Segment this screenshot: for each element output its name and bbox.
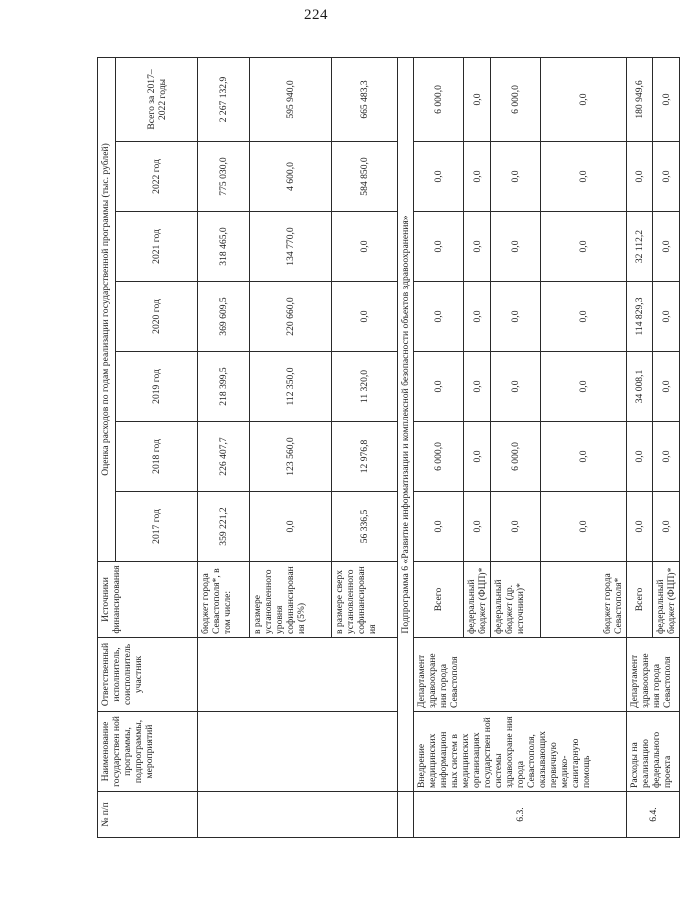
item-number: 6.3. <box>414 792 627 838</box>
value-cell: 0,0 <box>414 212 464 282</box>
subprogram-title: Подпрограмма 6 «Развитие информатизации и комплексной безопасности объектов здравоохранения» <box>398 57 414 791</box>
value-cell: 0,0 <box>464 212 491 282</box>
value-cell: 0,0 <box>627 142 653 212</box>
table-row <box>627 57 653 837</box>
value-cell: 0,0 <box>653 212 680 282</box>
value-cell: 595 940,0 <box>250 57 332 141</box>
source-cell: Всего <box>627 562 653 638</box>
value-cell: 0,0 <box>250 492 332 562</box>
value-cell: 218 399,5 <box>198 352 250 422</box>
value-cell: 584 850,0 <box>332 142 398 212</box>
value-cell: 2 267 132,9 <box>198 57 250 141</box>
value-cell: 0,0 <box>541 212 627 282</box>
value-cell: 220 660,0 <box>250 282 332 352</box>
value-cell: 0,0 <box>541 352 627 422</box>
source-cell: федеральный бюджет (др. источники)* <box>491 562 541 638</box>
header-year-2021: 2021 год <box>116 212 198 282</box>
value-cell: 369 609,5 <box>198 282 250 352</box>
value-cell: 0,0 <box>491 352 541 422</box>
value-cell: 0,0 <box>627 492 653 562</box>
value-cell: 180 949,6 <box>627 57 653 141</box>
source-cell: Всего <box>414 562 464 638</box>
value-cell: 0,0 <box>653 492 680 562</box>
header-total: Всего за 2017–2022 годы <box>116 57 198 141</box>
value-cell: 0,0 <box>653 57 680 141</box>
empty-cell <box>398 792 414 838</box>
value-cell: 0,0 <box>414 492 464 562</box>
budget-table <box>97 57 680 838</box>
value-cell: 0,0 <box>464 282 491 352</box>
value-cell: 0,0 <box>464 142 491 212</box>
value-cell: 32 112,2 <box>627 212 653 282</box>
value-cell: 0,0 <box>414 142 464 212</box>
item-responsible: Департамент здравоохране ния города Севастополя <box>627 638 680 712</box>
value-cell: 0,0 <box>332 212 398 282</box>
header-name: Наименование государствен ной программы, подпрограммы, мероприятий <box>98 712 198 792</box>
table-row <box>198 57 250 837</box>
value-cell: 0,0 <box>541 422 627 492</box>
header-year-2022: 2022 год <box>116 142 198 212</box>
value-cell: 6 000,0 <box>491 57 541 141</box>
value-cell: 0,0 <box>464 352 491 422</box>
table-row <box>414 57 464 837</box>
empty-cell <box>198 638 398 712</box>
value-cell: 0,0 <box>491 492 541 562</box>
value-cell: 6 000,0 <box>414 422 464 492</box>
value-cell: 0,0 <box>541 142 627 212</box>
item-name: Расходы на реализацию федерального проекта <box>627 712 680 792</box>
value-cell: 0,0 <box>491 142 541 212</box>
value-cell: 6 000,0 <box>491 422 541 492</box>
value-cell: 114 829,3 <box>627 282 653 352</box>
value-cell: 775 030,0 <box>198 142 250 212</box>
value-cell: 0,0 <box>464 422 491 492</box>
value-cell: 226 407,7 <box>198 422 250 492</box>
header-year-2017: 2017 год <box>116 492 198 562</box>
source-cell: бюджет города Севастополя* <box>541 562 627 638</box>
value-cell: 134 770,0 <box>250 212 332 282</box>
header-year-2018: 2018 год <box>116 422 198 492</box>
value-cell: 0,0 <box>464 57 491 141</box>
value-cell: 0,0 <box>653 282 680 352</box>
empty-cell <box>198 792 398 838</box>
header-estimate: Оценка расходов по годам реализации государственной программы (тыс. рублей) <box>98 57 116 561</box>
value-cell: 0,0 <box>541 57 627 141</box>
header-year-2019: 2019 год <box>116 352 198 422</box>
header-source: Источники финансирования <box>98 562 198 638</box>
value-cell: 12 976,8 <box>332 422 398 492</box>
value-cell: 0,0 <box>627 422 653 492</box>
item-number: 6.4. <box>627 792 680 838</box>
value-cell: 123 560,0 <box>250 422 332 492</box>
value-cell: 0,0 <box>464 492 491 562</box>
value-cell: 0,0 <box>541 282 627 352</box>
subprogram-row <box>398 57 414 837</box>
source-cell: федеральный бюджет (ФЦП)* <box>653 562 680 638</box>
value-cell: 0,0 <box>653 422 680 492</box>
rotated-table-container <box>97 58 677 838</box>
value-cell: 0,0 <box>541 492 627 562</box>
header-year-2020: 2020 год <box>116 282 198 352</box>
value-cell: 0,0 <box>414 282 464 352</box>
value-cell: 0,0 <box>414 352 464 422</box>
value-cell: 665 483,3 <box>332 57 398 141</box>
header-responsible: Ответственный исполнитель, соисполнитель участник <box>98 638 198 712</box>
value-cell: 6 000,0 <box>414 57 464 141</box>
value-cell: 318 465,0 <box>198 212 250 282</box>
value-cell: 4 600,0 <box>250 142 332 212</box>
source-cell: федеральный бюджет (ФЦП)* <box>464 562 491 638</box>
value-cell: 34 008,1 <box>627 352 653 422</box>
value-cell: 0,0 <box>491 282 541 352</box>
value-cell: 0,0 <box>653 142 680 212</box>
source-cell: в размере сверх установленного софинансирован ия <box>332 562 398 638</box>
header-row-1 <box>98 57 116 837</box>
item-name: Внедрение медицинских информацион ных систем в медицинских организациях государствен ной системы здравоохране ния города Севастополя, оказывающих первичную медико-санитарную помощь <box>414 712 627 792</box>
source-cell: бюджет города Севастополя*, в том числе: <box>198 562 250 638</box>
value-cell: 56 336,5 <box>332 492 398 562</box>
page-number: 224 <box>304 7 328 23</box>
value-cell: 112 350,0 <box>250 352 332 422</box>
value-cell: 0,0 <box>653 352 680 422</box>
empty-cell <box>198 712 398 792</box>
value-cell: 359 221,2 <box>198 492 250 562</box>
item-responsible: Департамент здравоохране ния города Севастополя <box>414 638 627 712</box>
header-num: № п/п <box>98 792 198 838</box>
value-cell: 11 320,0 <box>332 352 398 422</box>
value-cell: 0,0 <box>491 212 541 282</box>
value-cell: 0,0 <box>332 282 398 352</box>
source-cell: в размере установленного уровня софинансирован ия (5%) <box>250 562 332 638</box>
